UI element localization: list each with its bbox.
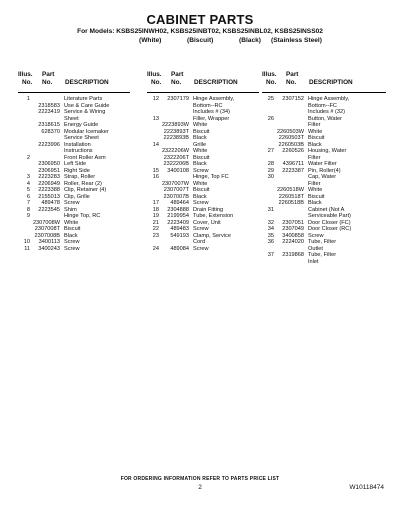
part-description: Hinge Assembly, <box>308 96 350 102</box>
part-number: 2307152 <box>282 96 304 102</box>
part-number: 2260503W <box>276 128 304 135</box>
illus-number: 30 <box>267 174 274 180</box>
part-number: 2318615 <box>38 122 60 128</box>
part-number: 2260518B <box>278 200 304 206</box>
part-number: 2223996 <box>38 141 60 148</box>
part-number: 3400243 <box>38 245 60 252</box>
header-description: DESCRIPTION <box>65 79 109 86</box>
part-number: 2260503T <box>278 135 304 141</box>
part-description: Right Side <box>64 167 90 174</box>
illus-number: 19 <box>152 213 159 219</box>
part-number: 2322206W <box>161 148 189 154</box>
illus-number: 25 <box>267 96 274 102</box>
illus-number: 8 <box>26 206 30 213</box>
illus-number: 17 <box>152 200 159 206</box>
illus-number: 3 <box>26 174 30 180</box>
parts-column-3 <box>262 71 386 265</box>
part-number: 2307007W <box>161 180 189 187</box>
illus-number: 12 <box>152 96 159 102</box>
part-description: Black <box>308 141 322 148</box>
illus-number: 16 <box>152 174 159 180</box>
color-label-white: (White) <box>139 37 162 44</box>
illus-number: 11 <box>24 245 30 252</box>
part-description: Outlet <box>308 245 323 252</box>
part-description: Clip, Grille <box>64 193 90 200</box>
header-illus-no: No. <box>22 79 33 86</box>
part-description: Strap, Roller <box>64 174 96 180</box>
part-number: 4396711 <box>282 161 304 167</box>
part-number: 2260518W <box>276 187 304 193</box>
part-description: Black <box>193 193 207 200</box>
header-illus-no: No. <box>151 79 162 86</box>
illus-number: 29 <box>267 167 274 174</box>
part-number: 2223388 <box>38 187 60 193</box>
part-description: Filter <box>308 154 321 161</box>
page-title: CABINET PARTS <box>146 12 254 27</box>
part-description: Roller, Rear (2) <box>64 180 102 187</box>
column-header <box>262 71 386 93</box>
part-number: 2307007T <box>163 187 189 193</box>
illus-number: 13 <box>152 115 159 122</box>
illus-number: 4 <box>26 180 30 187</box>
part-description: Hinge Assembly, <box>193 96 235 102</box>
illus-number: 37 <box>267 252 274 258</box>
header-part-no: No. <box>286 79 297 86</box>
part-description: Biscuit <box>193 154 210 161</box>
parts-column-1 <box>18 71 130 252</box>
part-number <box>274 259 307 266</box>
part-description: Black <box>193 135 207 141</box>
part-number: 489478 <box>41 200 60 206</box>
part-number: 2322206B <box>163 161 189 167</box>
part-number: 2223545 <box>38 206 60 213</box>
illus-number: 23 <box>152 232 159 239</box>
header-description: DESCRIPTION <box>194 79 238 86</box>
illus-number: 14 <box>152 141 159 148</box>
part-description: Screw <box>308 232 324 239</box>
part-description: Pin, Roller(4) <box>308 167 341 174</box>
part-number: 2223419 <box>38 109 60 115</box>
part-description: Instructions <box>64 148 93 154</box>
part-description: Screw <box>193 245 209 252</box>
models-line: For Models: KSBS25INWH02, KSBS25INBT02, KSBS25INBL02, KSBS25INSS02 <box>77 28 323 35</box>
part-number: 2307179 <box>167 96 189 102</box>
part-description: Cabinet (Not A <box>308 206 345 213</box>
part-description: White <box>64 219 79 226</box>
part-number: 2306951 <box>38 167 60 174</box>
part-description: Bottom--FC <box>308 102 337 109</box>
part-number: 3400108 <box>167 167 189 174</box>
header-part: Part <box>286 71 299 78</box>
illus-number: 35 <box>267 232 274 239</box>
part-number: 2307008B <box>34 232 60 239</box>
header-illus: Illus. <box>18 71 33 78</box>
part-description: Left Side <box>64 161 87 167</box>
illus-number: 22 <box>152 226 159 232</box>
part-description: Filter <box>308 180 321 187</box>
part-description: Clip, Retainer (4) <box>64 187 107 193</box>
header-rule <box>262 92 386 93</box>
parts-column-2 <box>147 71 259 252</box>
part-description: Service & Wiring <box>64 109 106 115</box>
part-description: Water Filter <box>308 161 337 167</box>
part-number: 2223409 <box>167 219 189 226</box>
illus-number: 15 <box>152 167 159 174</box>
illus-number: 34 <box>267 226 274 232</box>
illus-number: 28 <box>267 161 274 167</box>
illus-number: 10 <box>23 239 30 245</box>
ordering-footer: FOR ORDERING INFORMATION REFER TO PARTS PRICE LIST <box>120 476 280 482</box>
part-description: Installation <box>64 141 91 148</box>
header-rule <box>18 92 130 93</box>
illus-number: 1 <box>26 96 30 102</box>
header-rule <box>147 92 259 93</box>
part-description: Screw <box>64 245 80 252</box>
illus-number: 7 <box>26 200 30 206</box>
part-number: 2318583 <box>38 102 60 109</box>
part-number: 2206949 <box>38 180 60 187</box>
header-illus: Illus. <box>262 71 277 78</box>
illus-number: 27 <box>267 148 274 154</box>
part-description: Hinge, Top FC <box>193 174 229 180</box>
part-description: Black <box>193 161 207 167</box>
part-description: Use & Care Guide <box>64 102 110 109</box>
part-number: 2307008W <box>32 219 60 226</box>
illus-number: 2 <box>26 154 30 161</box>
part-number: 2319868 <box>282 252 304 258</box>
part-number: 2223387 <box>282 167 304 174</box>
illus-number: 24 <box>152 245 159 252</box>
part-number: 3400113 <box>38 239 60 245</box>
part-number: 2307049 <box>282 226 304 232</box>
header-illus-no: No. <box>266 79 277 86</box>
illus-number: 32 <box>267 219 274 226</box>
part-number: 2260518T <box>278 193 304 200</box>
part-number: 2260526 <box>282 148 304 154</box>
part-number: 489483 <box>170 226 189 232</box>
header-illus: Illus. <box>147 71 162 78</box>
part-description: Screw <box>193 200 209 206</box>
part-description: Drain Fitting <box>193 206 224 213</box>
part-number: 628370 <box>41 128 60 135</box>
part-number: 2307007B <box>163 193 189 200</box>
illus-number <box>262 259 274 266</box>
part-description: Grille <box>193 141 207 148</box>
part-description: White <box>193 180 208 187</box>
part-description: White <box>308 128 323 135</box>
part-number: 489464 <box>170 200 189 206</box>
part-description: Tube, Filter <box>308 252 337 258</box>
illus-number: 5 <box>26 187 30 193</box>
color-label-stainless: (Stainless Steel) <box>271 37 322 44</box>
part-number: 2224020 <box>282 239 304 245</box>
column-header <box>18 71 130 93</box>
parts-row <box>18 246 130 253</box>
part-number: 2306950 <box>38 161 60 167</box>
part-number: 549193 <box>170 232 189 239</box>
part-number: 2307008T <box>34 226 60 232</box>
header-part-no: No. <box>171 79 182 86</box>
part-description: Tube, Extension <box>193 213 234 219</box>
part-number: 3400858 <box>282 232 304 239</box>
part-description: Cord <box>193 239 206 245</box>
part-description: Filler, Wrapper <box>193 115 230 122</box>
page-number: 2 <box>198 484 202 491</box>
color-label-biscuit: (Biscuit) <box>187 37 214 44</box>
column-header <box>147 71 259 93</box>
part-description: Shim <box>64 206 77 213</box>
part-description: White <box>308 187 323 193</box>
part-description: Biscuit <box>308 193 325 200</box>
document-number: W10118474 <box>349 484 384 491</box>
header-part: Part <box>42 71 55 78</box>
part-description: Biscuit <box>193 128 210 135</box>
parts-row <box>262 259 386 266</box>
part-description: Inlet <box>308 258 319 265</box>
part-number: 2199954 <box>167 213 189 219</box>
part-description: Includes # (34) <box>193 109 231 115</box>
illus-number: 21 <box>152 219 159 226</box>
header-part: Part <box>171 71 184 78</box>
illus-number: 36 <box>267 239 274 245</box>
part-description: Literature Parts <box>64 96 103 102</box>
illus-number: 31 <box>267 206 274 213</box>
part-number: 2223893W <box>161 122 189 128</box>
part-description: Biscuit <box>64 226 81 232</box>
part-description: Filter <box>308 122 321 128</box>
part-description: Front Roller Asm <box>64 154 106 161</box>
part-number: 2260503B <box>278 141 304 148</box>
part-description: Bottom--RC <box>193 102 223 109</box>
part-description: Screw <box>193 226 209 232</box>
part-description: Clamp, Service <box>193 232 231 239</box>
part-description: Button, Water <box>308 115 342 122</box>
illus-number: 6 <box>26 193 30 200</box>
part-description: Cap, Water <box>308 174 337 180</box>
part-number: 2304888 <box>167 206 189 213</box>
part-description: Modular Icemaker <box>64 128 109 135</box>
part-description: Screw <box>193 167 209 174</box>
part-description: Hinge Top, RC <box>64 213 101 219</box>
part-description: White <box>193 148 208 154</box>
part-description: Tube, Filter <box>308 239 337 245</box>
part-number: 2223283 <box>38 174 60 180</box>
part-description: Black <box>64 232 78 239</box>
parts-row <box>147 246 259 253</box>
part-description: Screw <box>64 200 80 206</box>
illus-number: 18 <box>152 206 159 213</box>
part-number: 2307051 <box>282 219 304 226</box>
part-description: Sheet <box>64 115 79 122</box>
part-description: Biscuit <box>308 135 325 141</box>
header-description: DESCRIPTION <box>309 79 353 86</box>
part-description: Black <box>308 200 322 206</box>
part-number: 2155013 <box>38 193 60 200</box>
part-description: Door Closer (RC) <box>308 226 352 232</box>
part-description: Energy Guide <box>64 122 99 128</box>
part-number: 2223893B <box>163 135 189 141</box>
part-number: 2322206T <box>163 154 189 161</box>
part-description: Door Closer (FC) <box>308 219 351 226</box>
part-description: Housing, Water <box>308 148 347 154</box>
part-description: Includes # (32) <box>308 109 346 115</box>
illus-number: 26 <box>267 115 274 122</box>
part-description: Serviceable Part) <box>308 213 351 219</box>
part-number: 2223893T <box>163 128 189 135</box>
part-number: 489084 <box>170 245 189 252</box>
color-label-black: (Black) <box>239 37 261 44</box>
header-part-no: No. <box>42 79 53 86</box>
part-description: Biscuit <box>193 187 210 193</box>
illus-number: 9 <box>26 213 30 219</box>
part-description: Cover, Unit <box>193 219 221 226</box>
part-description: White <box>193 122 208 128</box>
part-description: Service Sheet <box>64 135 99 141</box>
part-description: Screw <box>64 239 80 245</box>
